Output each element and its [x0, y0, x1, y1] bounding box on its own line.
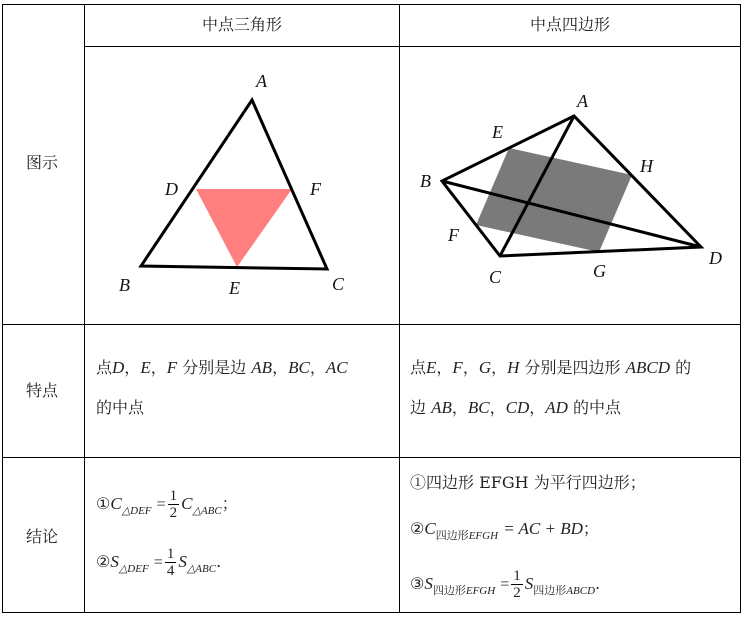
table-border-top [2, 4, 741, 5]
row-divider-1 [2, 324, 741, 325]
midpoint-triangle-figure [85, 47, 399, 324]
table-border-bottom [2, 612, 741, 613]
table-border-left [2, 4, 3, 613]
quad-features [410, 348, 738, 428]
midpoint-quadrilateral-figure [400, 47, 740, 324]
table-border-right [740, 4, 741, 613]
quad-features-line1: 点E，F，G，H 分别是四边形 ABCD 的 [410, 358, 692, 377]
medial-triangle-fill [196, 189, 292, 267]
label-A: A [256, 71, 267, 91]
fraction-one-quarter: $\frac{1}{4}$ [166, 546, 175, 579]
triangle-conclusion-1: $①C_{\triangle DEF}$ = $\frac{1}{2}$ $C_{\triangle ABC}$； [96, 488, 238, 521]
quad-conclusion-1: ①四边形 EFGH 为平行四边形； [410, 473, 646, 492]
label-F: F [310, 179, 321, 199]
label-E: E [229, 278, 240, 298]
row-label-conclusion: 结论 [26, 527, 59, 546]
quad-conclusion-2: $②C_{四边形EFGH}$ = AC + BD； [410, 519, 599, 542]
row-label-features: 特点 [26, 381, 59, 400]
triangle-features-line1: 点D，E，F 分别是边 AB，BC，AC [96, 358, 348, 377]
label-H: H [640, 156, 653, 176]
label-A: A [577, 91, 588, 111]
triangle-features-line2: 的中点 [96, 398, 145, 417]
triangle-features [96, 348, 396, 428]
label-D: D [165, 179, 178, 199]
fraction-one-half: $\frac{1}{2}$ [169, 488, 178, 521]
label-G: G [593, 261, 606, 281]
label-F: F [448, 225, 459, 245]
parallelogram-fill [476, 148, 632, 252]
row-label-figure: 图示 [26, 153, 59, 172]
label-C: C [489, 267, 502, 287]
header-triangle: 中点三角形 [201, 15, 282, 34]
label-E: E [492, 122, 503, 142]
quad-conclusion-3: $③S_{四边形EFGH}$ = $\frac{1}{2}$ $S_{四边形ABCD}$. [410, 568, 601, 601]
header-quadrilateral: 中点四边形 [529, 15, 610, 34]
row-divider-2 [2, 457, 741, 458]
label-D: D [709, 248, 722, 268]
fraction-one-half: $\frac{1}{2}$ [513, 568, 521, 601]
quad-features-line2: 边 AB，BC，CD，AD 的中点 [410, 398, 622, 417]
label-B: B [119, 275, 130, 295]
triangle-conclusion-2: $②S_{\triangle DEF}$ = $\frac{1}{4}$ $S_{\triangle ABC}$. [96, 546, 222, 579]
label-C: C [332, 274, 345, 294]
label-B: B [420, 171, 431, 191]
